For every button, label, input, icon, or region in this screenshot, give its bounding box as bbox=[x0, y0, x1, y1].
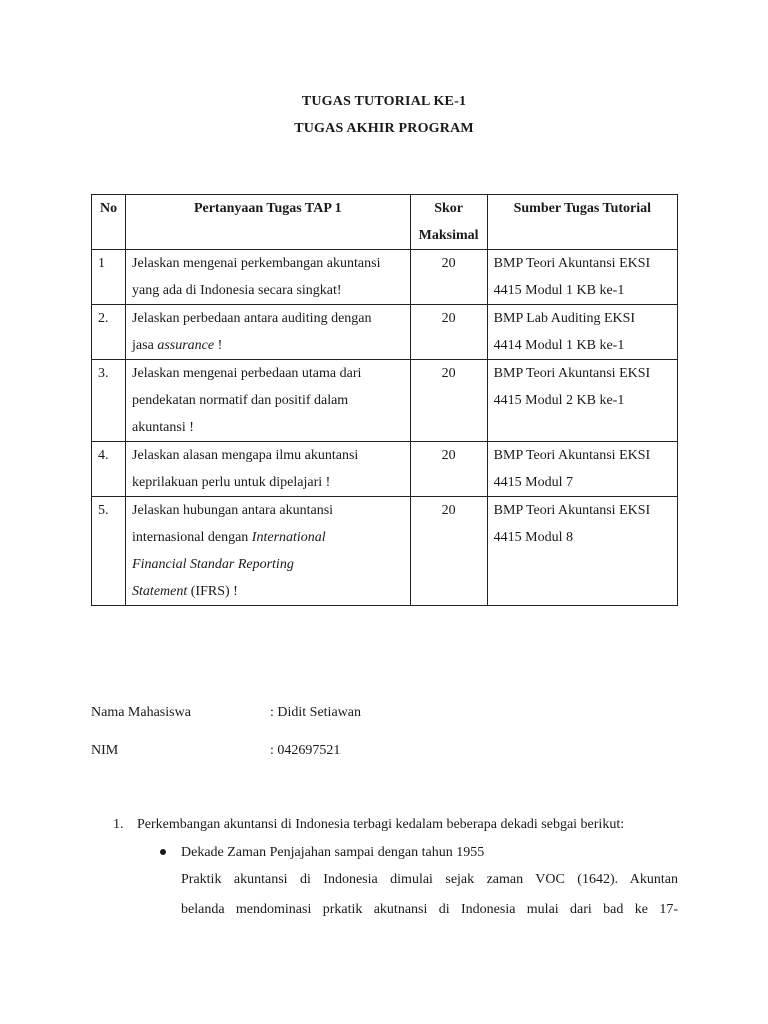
question-text: (IFRS) ! bbox=[187, 584, 238, 599]
source-line: BMP Lab Auditing EKSI bbox=[493, 311, 636, 326]
row-score: 20 bbox=[410, 250, 487, 305]
answer-intro: Perkembangan akuntansi di Indonesia terbagi kedalam beberapa dekadi sebgai berikut: bbox=[137, 817, 625, 832]
header-score-line1: Skor bbox=[434, 201, 463, 216]
answer-paragraph-line: Praktik akuntansi di Indonesia dimulai sejak zaman VOC (1642). Akuntan bbox=[181, 872, 678, 887]
question-line: Jelaskan alasan mengapa ilmu akuntansi bbox=[132, 448, 359, 463]
question-line: Jelaskan mengenai perbedaan utama dari bbox=[132, 366, 362, 381]
row-no: 3. bbox=[92, 360, 126, 442]
header-score bbox=[410, 195, 487, 250]
task-table bbox=[91, 194, 678, 606]
row-question bbox=[126, 442, 410, 497]
row-no: 2. bbox=[92, 305, 126, 360]
source-line: 4415 Modul 8 bbox=[493, 530, 573, 545]
question-emphasis: International bbox=[251, 530, 326, 545]
table-row bbox=[92, 250, 678, 305]
question-line: yang ada di Indonesia secara singkat! bbox=[132, 283, 342, 298]
row-no: 5. bbox=[92, 497, 126, 606]
question-line: akuntansi ! bbox=[132, 420, 194, 435]
row-score: 20 bbox=[410, 497, 487, 606]
source-line: BMP Teori Akuntansi EKSI bbox=[493, 366, 651, 381]
question-line: keprilakuan perlu untuk dipelajari ! bbox=[132, 475, 331, 490]
row-score: 20 bbox=[410, 305, 487, 360]
answer-bullet-heading: Dekade Zaman Penjajahan sampai dengan tahun 1955 bbox=[181, 845, 485, 860]
question-line: pendekatan normatif dan positif dalam bbox=[132, 393, 349, 408]
student-name-label: Nama Mahasiswa bbox=[91, 705, 191, 720]
row-no: 4. bbox=[92, 442, 126, 497]
question-line bbox=[132, 524, 403, 551]
row-source bbox=[487, 497, 677, 606]
row-question bbox=[126, 305, 410, 360]
question-emphasis: Statement bbox=[132, 584, 188, 599]
question-line bbox=[132, 578, 403, 605]
source-line: 4415 Modul 7 bbox=[493, 475, 573, 490]
answer-paragraph-line: belanda mendominasi prkatik akutnansi di Indonesia mulai dari bad ke 17- bbox=[181, 902, 678, 917]
document-title: TUGAS TUTORIAL KE-1 bbox=[301, 94, 467, 109]
source-line: 4415 Modul 2 KB ke-1 bbox=[493, 393, 625, 408]
source-line: BMP Teori Akuntansi EKSI bbox=[493, 503, 651, 518]
question-line: Jelaskan perbedaan antara auditing dengan bbox=[132, 311, 372, 326]
row-question bbox=[126, 250, 410, 305]
row-source bbox=[487, 305, 677, 360]
question-text: ! bbox=[214, 338, 223, 353]
row-score: 20 bbox=[410, 360, 487, 442]
row-source bbox=[487, 250, 677, 305]
table-row bbox=[92, 497, 678, 606]
document-subtitle: TUGAS AKHIR PROGRAM bbox=[294, 121, 474, 136]
bullet-icon bbox=[160, 849, 166, 855]
row-source bbox=[487, 442, 677, 497]
question-line: Jelaskan hubungan antara akuntansi bbox=[132, 503, 334, 518]
student-name-value: : Didit Setiawan bbox=[270, 705, 361, 720]
source-line: 4415 Modul 1 KB ke-1 bbox=[493, 283, 625, 298]
header-question: Pertanyaan Tugas TAP 1 bbox=[126, 195, 410, 250]
student-nim-value: : 042697521 bbox=[270, 743, 341, 758]
table-row bbox=[92, 360, 678, 442]
question-line bbox=[132, 332, 403, 359]
row-source bbox=[487, 360, 677, 442]
answer-number: 1. bbox=[113, 817, 124, 832]
table-header-row bbox=[92, 195, 678, 250]
row-score: 20 bbox=[410, 442, 487, 497]
source-line: BMP Teori Akuntansi EKSI bbox=[493, 256, 651, 271]
row-question bbox=[126, 360, 410, 442]
question-line: Financial Standar Reporting bbox=[132, 557, 294, 572]
question-emphasis: assurance bbox=[157, 338, 215, 353]
question-text: internasional dengan bbox=[132, 530, 252, 545]
student-nim-label: NIM bbox=[91, 743, 119, 758]
header-score-line2: Maksimal bbox=[418, 228, 479, 243]
table-row bbox=[92, 305, 678, 360]
source-line: BMP Teori Akuntansi EKSI bbox=[493, 448, 651, 463]
source-line: 4414 Modul 1 KB ke-1 bbox=[493, 338, 625, 353]
row-no: 1 bbox=[92, 250, 126, 305]
header-source: Sumber Tugas Tutorial bbox=[487, 195, 677, 250]
row-question bbox=[126, 497, 410, 606]
question-text: jasa bbox=[132, 338, 158, 353]
question-line: Jelaskan mengenai perkembangan akuntansi bbox=[132, 256, 381, 271]
table-row bbox=[92, 442, 678, 497]
header-no: No bbox=[92, 195, 126, 250]
